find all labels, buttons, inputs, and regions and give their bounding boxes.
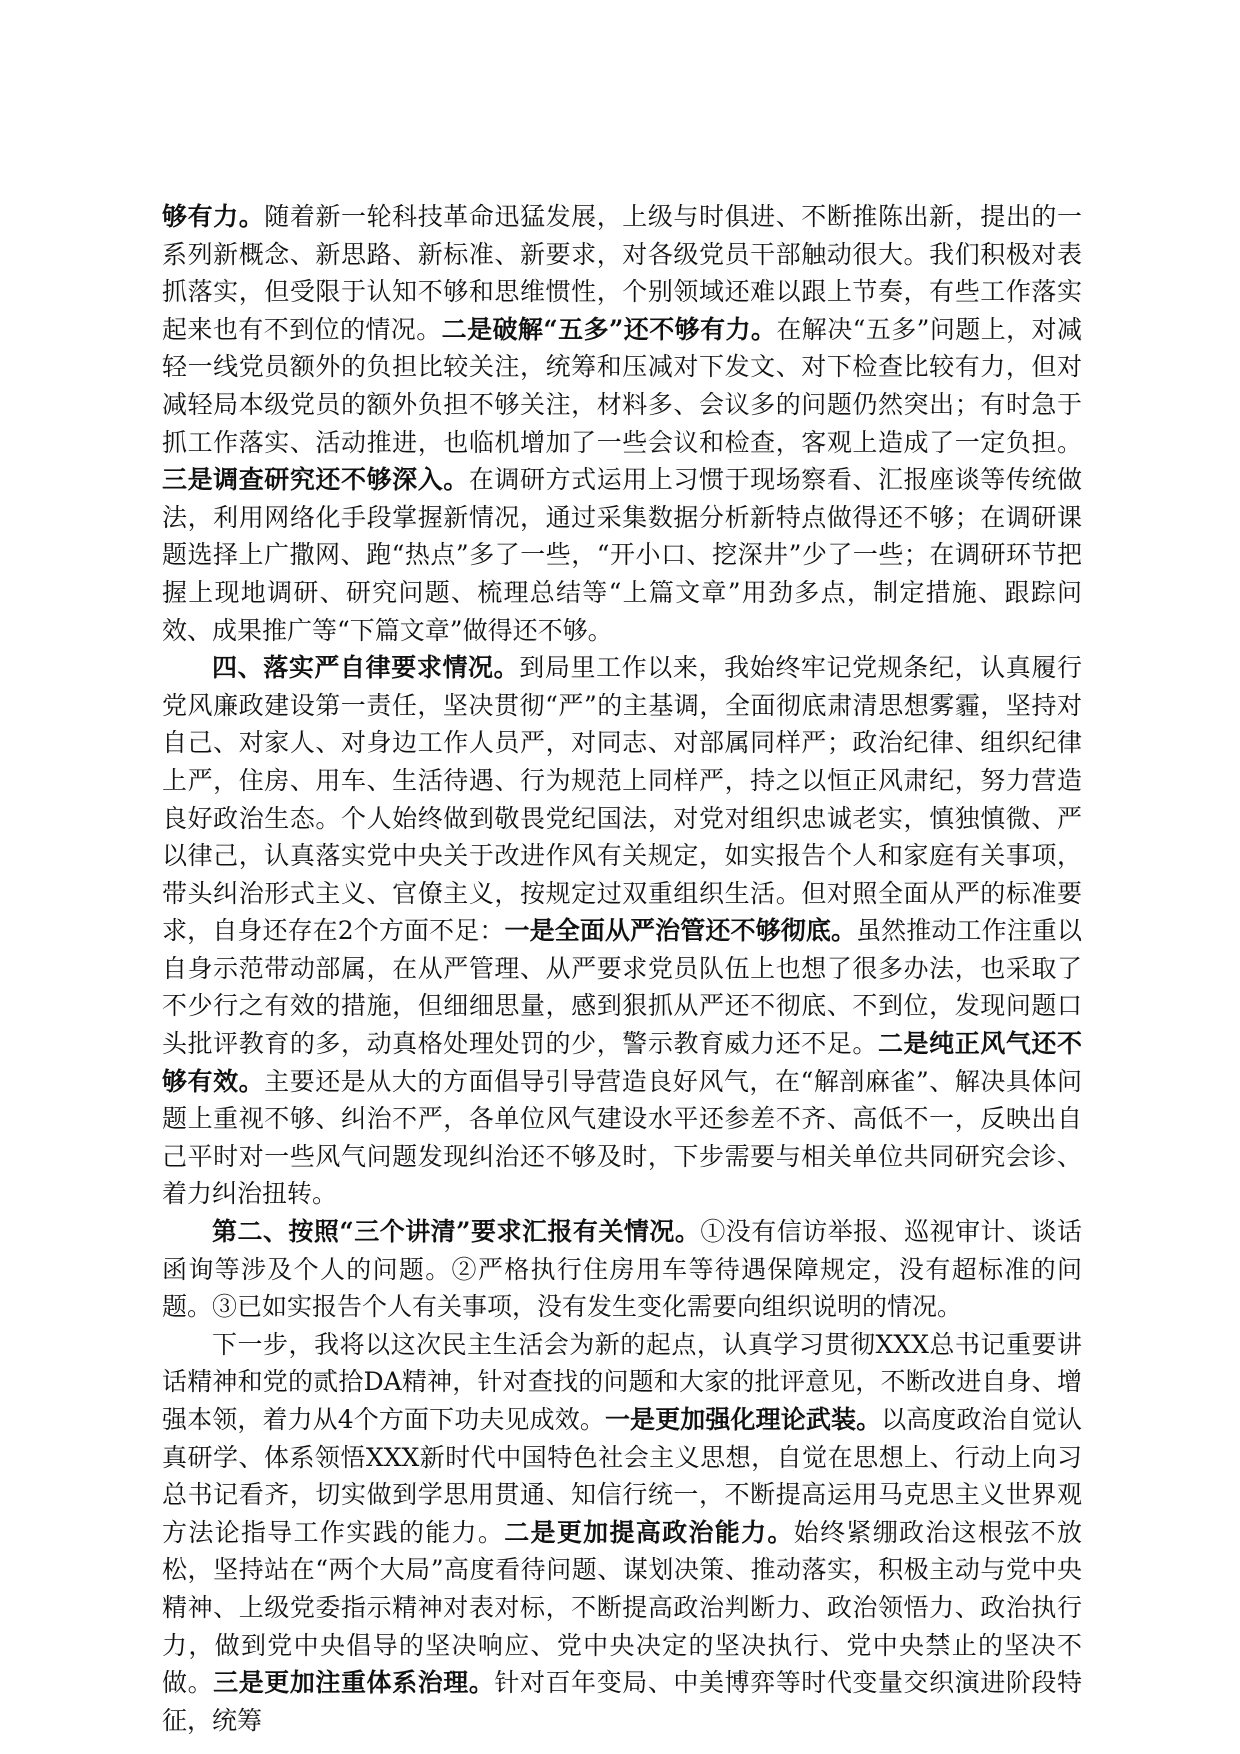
body-paragraph: [162, 1326, 1082, 1740]
bold-heading-text: 第二、按照“三个讲清”要求汇报有关情况。: [212, 1217, 701, 1247]
body-text: 主要还是从大的方面倡导引导营造良好风气，在“解剖麻雀”、解决具体问题上重视不够、纠治不严，各单位风气建设水平还参差不齐、高低不一，反映出自己平时对一些风气问题发现纠治还不够及时，下步需要与相关单位共同研究会诊、着力纠治扭转。: [162, 1066, 1082, 1209]
document-page: [162, 198, 1082, 1739]
bold-heading-text: 二是更加提高政治能力。: [504, 1517, 794, 1547]
body-text: ①没有信访举报、巡视审计、谈话函询等涉及个人的问题。②严格执行住房用车等待遇保障规定，没有超标准的问题。③已如实报告个人有关事项，没有发生变化需要向组织说明的情况。: [162, 1217, 1082, 1322]
body-text: 下一步，我将以这次民主生活会为新的起点，认真学习贯彻XXX总书记重要讲话精神和党的贰拾DA精神，针对查找的问题和大家的批评意见，不断改进自身、增强本领，着力从4个方面下功夫见成效。: [162, 1329, 1082, 1434]
body-text: 到局里工作以来，我始终牢记党规条纪，认真履行党风廉政建设第一责任，坚决贯彻“严”的主基调，全面彻底肃清思想雾霾，坚持对自己、对家人、对身边工作人员严，对同志、对部属同样严；政治纪律、组织纪律上严，住房、用车、生活待遇、行为规范上同样严，持之以恒正风肃纪，努力营造良好政治生态。个人始终做到敬畏党纪国法，对党对组织忠诚老实，慎独慎微、严以律己，认真落实党中央关于改进作风有关规定，如实报告个人和家庭有关事项，带头纠治形式主义、官僚主义，按规定过双重组织生活。但对照全面从严的标准要求，自身还存在2个方面不足：: [162, 653, 1082, 946]
body-text: 始终紧绷政治这根弦不放松，坚持站在“两个大局”高度看待问题、谋划决策、推动落实，积极主动与党中央精神、上级党委指示精神对表对标，不断提高政治判断力、政治领悟力、政治执行力，做到党中央倡导的坚决响应、党中央决定的坚决执行、党中央禁止的坚决不做。: [162, 1517, 1082, 1698]
body-text: 虽然推动工作注重以自身示范带动部属，在从严管理、从严要求党员队伍上也想了很多办法，也采取了不少行之有效的措施，但细细思量，感到狠抓从严还不彻底、不到位，发现问题口头批评教育的多，动真格处理处罚的少，警示教育威力还不足。: [162, 916, 1082, 1059]
bold-heading-text: 三是调查研究还不够深入。: [162, 465, 469, 495]
body-text: 随着新一轮科技革命迅猛发展，上级与时俱进、不断推陈出新，提出的一系列新概念、新思路、新标准、新要求，对各级党员干部触动很大。我们积极对表抓落实，但受限于认知不够和思维惯性，个别领域还难以跟上节奏，有些工作落实起来也有不到位的情况。: [162, 202, 1082, 344]
bold-heading-text: 够有力。: [162, 202, 265, 231]
body-paragraph: [162, 198, 1082, 649]
body-text: 在调研方式运用上习惯于现场察看、汇报座谈等传统做法，利用网络化手段掌握新情况，通过采集数据分析新特点做得还不够；在调研课题选择上广撒网、跑“热点”多了一些，“开小口、挖深井”少了一些；在调研环节把握上现地调研、研究问题、梳理总结等“上篇文章”用劲多点，制定措施、跟踪问效、成果推广等“下篇文章”做得还不够。: [162, 465, 1082, 645]
body-text: 在解决“五多”问题上，对减轻一线党员额外的负担比较关注，统筹和压减对下发文、对下检查比较有力，但对减轻局本级党员的额外负担不够关注，材料多、会议多的问题仍然突出；有时急于抓工作落实、活动推进，也临机增加了一些会议和检查，客观上造成了一定负担。: [162, 314, 1082, 457]
bold-heading-text: 二是破解“五多”还不够有力。: [441, 314, 777, 344]
body-paragraph: [162, 649, 1082, 1213]
body-paragraph: [162, 1213, 1082, 1326]
bold-heading-text: 三是更加注重体系治理。: [213, 1668, 495, 1698]
body-text: 针对百年变局、中美博弈等时代变量交织演进阶段特征，统筹: [162, 1668, 1082, 1735]
bold-heading-text: 二是纯正风气还不够有效。: [162, 1029, 1082, 1096]
bold-heading-text: 一是全面从严治管还不够彻底。: [504, 916, 857, 946]
bold-heading-text: 一是更加强化理论武装。: [604, 1405, 882, 1434]
bold-heading-text: 四、落实严自律要求情况。: [212, 653, 520, 683]
body-text: 以高度政治自觉认真研学、体系领悟XXX新时代中国特色社会主义思想，自觉在思想上、行动上向习总书记看齐，切实做到学思用贯通、知信行统一，不断提高运用马克思主义世界观方法论指导工作实践的能力。: [162, 1405, 1082, 1547]
